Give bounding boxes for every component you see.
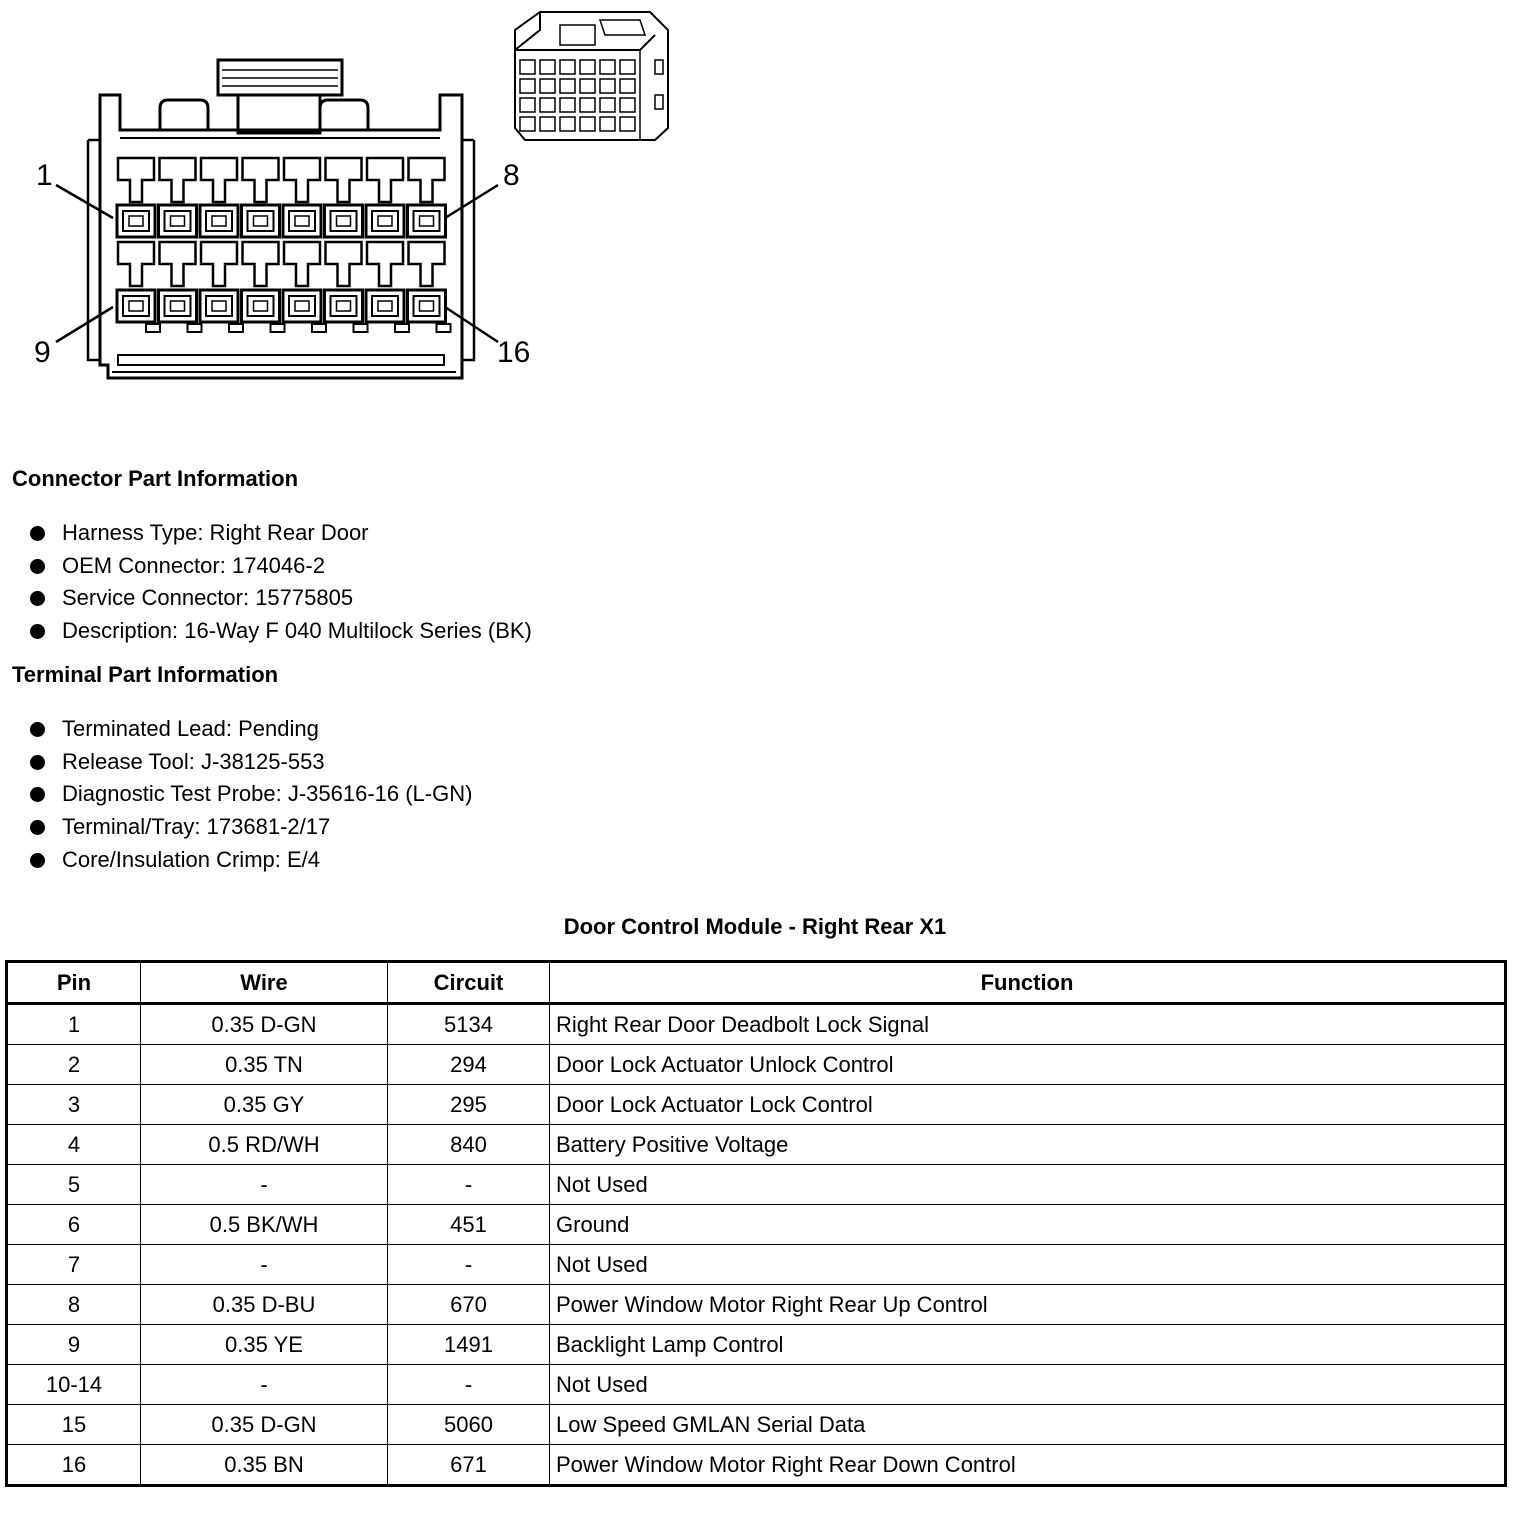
terminal-cavity <box>117 242 155 322</box>
cell-pin: 4 <box>7 1125 141 1165</box>
cell-pin: 1 <box>7 1004 141 1045</box>
cell-wire: 0.35 D-GN <box>141 1004 388 1045</box>
header-wire: Wire <box>141 962 388 1004</box>
cell-pin: 5 <box>7 1165 141 1205</box>
thumbnail-cavity <box>620 60 635 74</box>
leader-line-pin-16 <box>445 307 498 342</box>
housing-notch <box>146 324 160 332</box>
cell-pin: 9 <box>7 1325 141 1365</box>
thumbnail-cavity <box>580 79 595 93</box>
bullet-icon <box>30 755 45 770</box>
cell-function: Not Used <box>550 1365 1506 1405</box>
cell-pin: 2 <box>7 1045 141 1085</box>
terminal-part-info-title: Terminal Part Information <box>12 662 279 687</box>
cell-wire: - <box>141 1245 388 1285</box>
cell-circuit: 294 <box>388 1045 550 1085</box>
housing-notch <box>229 324 243 332</box>
leader-line-pin-8 <box>445 185 498 218</box>
cell-circuit: 451 <box>388 1205 550 1245</box>
connector-face-diagram <box>0 0 700 400</box>
connector-part-info-list <box>28 517 532 648</box>
pin-label-8: 8 <box>503 159 520 192</box>
list-item: Harness Type: Right Rear Door <box>28 517 532 550</box>
terminal-cavity <box>242 158 280 237</box>
thumbnail-cavity <box>620 117 635 131</box>
housing-notch <box>271 324 285 332</box>
cell-wire: 0.35 BN <box>141 1445 388 1486</box>
thumbnail-cavity <box>620 79 635 93</box>
table-row <box>7 1405 1506 1445</box>
cell-function: Not Used <box>550 1165 1506 1205</box>
table-row <box>7 1205 1506 1245</box>
thumbnail-cavity <box>540 98 555 112</box>
table-row <box>7 1045 1506 1085</box>
leader-line-pin-1 <box>56 185 113 218</box>
connector-part-info-title: Connector Part Information <box>12 466 299 491</box>
cell-pin: 7 <box>7 1245 141 1285</box>
bullet-icon <box>30 591 45 606</box>
housing-notch <box>188 324 202 332</box>
cell-circuit: 295 <box>388 1085 550 1125</box>
table-header-row <box>7 962 1506 1004</box>
list-item: OEM Connector: 174046-2 <box>28 550 532 583</box>
thumbnail-cavity <box>600 79 615 93</box>
leader-line-pin-9 <box>56 307 113 342</box>
pin-label-16: 16 <box>497 336 531 369</box>
terminal-cavity <box>408 242 446 322</box>
cell-circuit: 5060 <box>388 1405 550 1445</box>
table-row <box>7 1325 1506 1365</box>
cell-pin: 16 <box>7 1445 141 1486</box>
cell-circuit: 1491 <box>388 1325 550 1365</box>
bullet-icon <box>30 624 45 639</box>
connector-3d-illustration <box>515 12 668 140</box>
cell-circuit: 840 <box>388 1125 550 1165</box>
cell-function: Power Window Motor Right Rear Down Control <box>550 1445 1506 1486</box>
terminal-cavity <box>242 242 280 322</box>
cell-function: Right Rear Door Deadbolt Lock Signal <box>550 1004 1506 1045</box>
cell-wire: - <box>141 1365 388 1405</box>
thumbnail-cavity <box>540 117 555 131</box>
thumbnail-cavity <box>580 98 595 112</box>
terminal-cavity <box>366 158 404 237</box>
cell-circuit: 671 <box>388 1445 550 1486</box>
bullet-icon <box>30 820 45 835</box>
table-row <box>7 1165 1506 1205</box>
list-item: Terminated Lead: Pending <box>28 713 472 746</box>
terminal-cavity <box>366 242 404 322</box>
table-row <box>7 1365 1506 1405</box>
table-row <box>7 1445 1506 1486</box>
bullet-icon <box>30 722 45 737</box>
thumbnail-cavity <box>600 98 615 112</box>
terminal-cavity <box>200 242 238 322</box>
cell-function: Door Lock Actuator Unlock Control <box>550 1045 1506 1085</box>
thumbnail-cavity <box>560 79 575 93</box>
cell-circuit: 670 <box>388 1285 550 1325</box>
terminal-cavity <box>117 158 155 237</box>
terminal-cavity <box>325 242 363 322</box>
list-item: Release Tool: J-38125-553 <box>28 746 472 779</box>
cell-wire: 0.35 GY <box>141 1085 388 1125</box>
cell-function: Ground <box>550 1205 1506 1245</box>
pin-label-9: 9 <box>34 336 51 369</box>
terminal-cavity <box>325 158 363 237</box>
cell-pin: 10-14 <box>7 1365 141 1405</box>
terminal-cavity <box>283 158 321 237</box>
pinout-table <box>5 960 1507 1487</box>
cell-pin: 8 <box>7 1285 141 1325</box>
cell-function: Power Window Motor Right Rear Up Control <box>550 1285 1506 1325</box>
cell-circuit: 5134 <box>388 1004 550 1045</box>
cell-pin: 3 <box>7 1085 141 1125</box>
cell-function: Door Lock Actuator Lock Control <box>550 1085 1506 1125</box>
terminal-cavity <box>408 158 446 237</box>
thumbnail-cavity <box>560 98 575 112</box>
housing-notch <box>354 324 368 332</box>
bullet-icon <box>30 853 45 868</box>
header-circuit: Circuit <box>388 962 550 1004</box>
thumbnail-cavity <box>520 117 535 131</box>
terminal-cavity <box>200 158 238 237</box>
list-item: Terminal/Tray: 173681-2/17 <box>28 811 472 844</box>
thumbnail-cavity <box>600 117 615 131</box>
terminal-part-info-list <box>28 713 472 876</box>
pin-label-1: 1 <box>36 159 53 192</box>
terminal-cavity <box>159 242 197 322</box>
bullet-icon <box>30 526 45 541</box>
list-item: Core/Insulation Crimp: E/4 <box>28 844 472 877</box>
table-row <box>7 1125 1506 1165</box>
housing-notch <box>312 324 326 332</box>
cell-function: Not Used <box>550 1245 1506 1285</box>
cell-function: Battery Positive Voltage <box>550 1125 1506 1165</box>
thumbnail-cavity <box>540 60 555 74</box>
thumbnail-cavity <box>580 60 595 74</box>
cell-wire: 0.35 D-GN <box>141 1405 388 1445</box>
thumbnail-cavity <box>520 98 535 112</box>
terminal-cavity <box>283 242 321 322</box>
thumbnail-cavity <box>520 60 535 74</box>
cell-function: Low Speed GMLAN Serial Data <box>550 1405 1506 1445</box>
cell-circuit: - <box>388 1245 550 1285</box>
terminal-cavity <box>159 158 197 237</box>
cell-circuit: - <box>388 1165 550 1205</box>
thumbnail-cavity <box>540 79 555 93</box>
table-row <box>7 1004 1506 1045</box>
header-function: Function <box>550 962 1506 1004</box>
cell-wire: - <box>141 1165 388 1205</box>
thumbnail-cavity <box>520 79 535 93</box>
table-row <box>7 1285 1506 1325</box>
thumbnail-cavity <box>560 60 575 74</box>
list-item: Diagnostic Test Probe: J-35616-16 (L-GN) <box>28 778 472 811</box>
cell-function: Backlight Lamp Control <box>550 1325 1506 1365</box>
thumbnail-cavity <box>620 98 635 112</box>
table-row <box>7 1085 1506 1125</box>
cell-wire: 0.35 D-BU <box>141 1285 388 1325</box>
cell-wire: 0.35 TN <box>141 1045 388 1085</box>
header-pin: Pin <box>7 962 141 1004</box>
list-item: Service Connector: 15775805 <box>28 582 532 615</box>
table-row <box>7 1245 1506 1285</box>
thumbnail-cavity <box>580 117 595 131</box>
housing-notch <box>395 324 409 332</box>
table-caption: Door Control Module - Right Rear X1 <box>563 914 947 939</box>
cell-pin: 6 <box>7 1205 141 1245</box>
cell-circuit: - <box>388 1365 550 1405</box>
bullet-icon <box>30 559 45 574</box>
cell-wire: 0.35 YE <box>141 1325 388 1365</box>
thumbnail-cavity <box>560 117 575 131</box>
bullet-icon <box>30 787 45 802</box>
list-item: Description: 16-Way F 040 Multilock Series (BK) <box>28 615 532 648</box>
thumbnail-cavity <box>600 60 615 74</box>
housing-notch <box>437 324 451 332</box>
cell-wire: 0.5 RD/WH <box>141 1125 388 1165</box>
cell-pin: 15 <box>7 1405 141 1445</box>
cell-wire: 0.5 BK/WH <box>141 1205 388 1245</box>
